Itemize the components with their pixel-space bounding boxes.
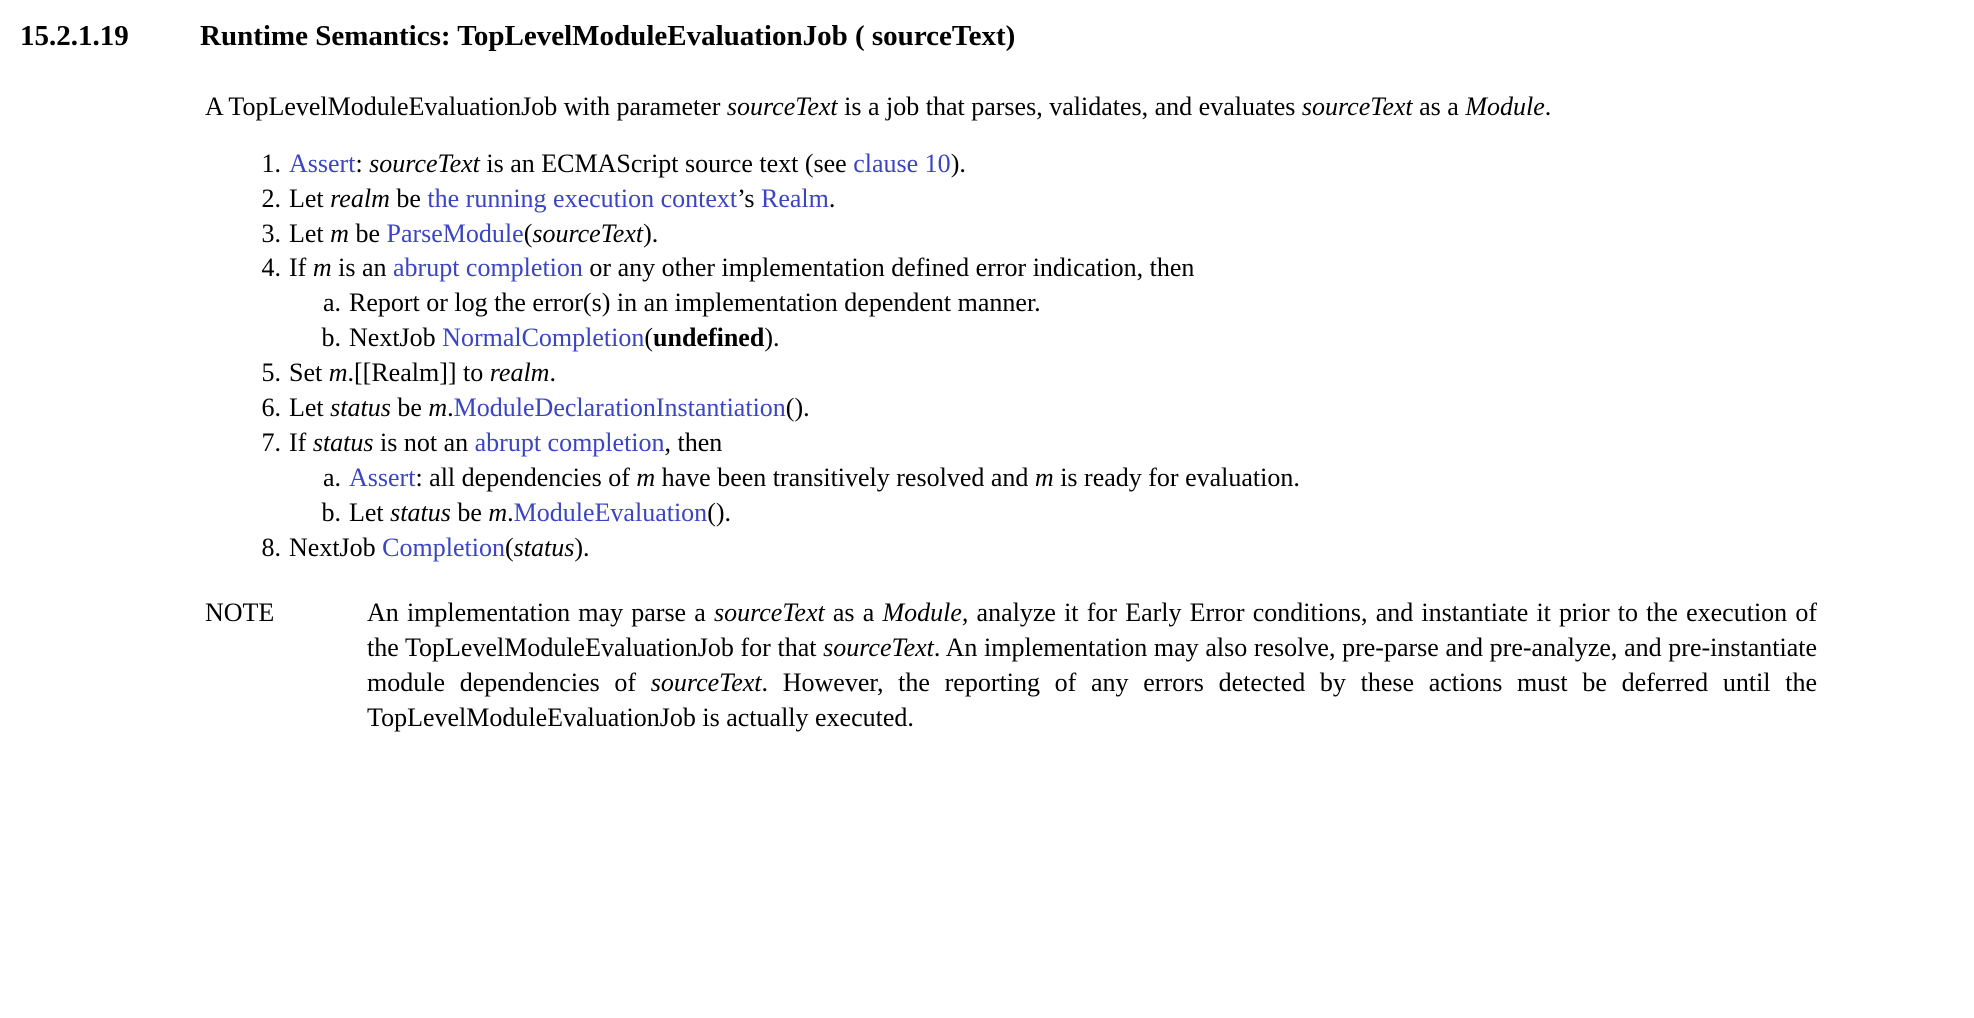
step-6-sub-0-frag-5: is ready for evaluation. (1053, 463, 1300, 493)
step-3-sub-1-frag-2: ( (644, 323, 654, 353)
step-1-frag-1: realm (330, 183, 390, 213)
step-3-sub-0-frag-0: Report or log the error(s) in an implementation dependent manner. (349, 288, 1041, 318)
note-frag-2: as a (824, 598, 883, 628)
step-marker: 7. (261, 428, 281, 458)
algorithm-steps (245, 147, 1835, 567)
step-4-frag-0: Set (289, 358, 329, 388)
substep-text (349, 288, 1041, 317)
note-frag-1: sourceText (713, 598, 825, 628)
substep-text (349, 463, 1300, 492)
step-item (245, 426, 1835, 531)
step-text (289, 219, 658, 248)
step-0-frag-1: : (355, 148, 370, 178)
step-3-frag-4: or any other implementation defined error indication, then (582, 253, 1195, 283)
section-title: Runtime Semantics: TopLevelModuleEvaluationJob ( sourceText) (200, 20, 1016, 52)
step-6-sub-0-frag-1: : all dependencies of (415, 463, 637, 493)
step-5-frag-0: Let (289, 393, 331, 423)
step-7-frag-1[interactable]: Completion (382, 533, 505, 563)
step-1-frag-6: . (828, 183, 836, 213)
intro-param-2: sourceText (1301, 92, 1413, 122)
intro-text-1: A TopLevelModuleEvaluationJob with parameter (205, 92, 727, 122)
intro-text-4: . (1544, 92, 1552, 122)
note-frag-7: sourceText (650, 668, 762, 698)
step-marker: 6. (261, 393, 281, 423)
intro-param-1: sourceText (726, 92, 838, 122)
step-0-frag-2: sourceText (369, 148, 480, 178)
section-body (205, 90, 1835, 736)
note-frag-4: analyze it for Early Error conditions, and instantiate it prior to the execution of the TopLevelModuleEvaluationJob for that (367, 598, 1817, 663)
step-0-frag-4[interactable]: clause 10 (853, 148, 951, 178)
step-item (245, 147, 1835, 182)
step-1-frag-3[interactable]: the running execution context (427, 183, 738, 213)
substep-item (289, 496, 1835, 531)
step-marker: 2. (261, 183, 281, 213)
substep-marker: b. (321, 323, 341, 353)
note-frag-0: An implementation may parse a (367, 598, 714, 628)
steps-list (245, 147, 1835, 567)
step-1-frag-4: ’s (737, 183, 761, 213)
step-7-frag-2: ( (504, 533, 514, 563)
note-frag-6: . An implementation may also resolve, pre-parse and pre-analyze, and pre-instantiate module dependencies of (367, 633, 1818, 698)
step-3-frag-2: is an (331, 253, 393, 283)
substeps-list (289, 286, 1835, 356)
step-2-frag-6: ). (643, 218, 659, 248)
step-item (245, 531, 1835, 566)
substep-marker: a. (322, 288, 341, 318)
step-text (289, 428, 722, 457)
step-2-frag-0: Let (289, 218, 331, 248)
step-item (245, 391, 1835, 426)
step-text (289, 533, 589, 562)
step-3-sub-1-frag-0: NextJob (349, 323, 443, 353)
step-6-sub-0-frag-2: m (636, 463, 656, 493)
step-7-frag-3: status (513, 533, 575, 563)
step-6-sub-1-frag-3: m (488, 498, 508, 528)
step-marker: 5. (261, 358, 281, 388)
note-label: NOTE (205, 598, 275, 628)
note-frag-3: Module, (882, 598, 969, 628)
step-6-frag-2: is not an (373, 428, 475, 458)
step-1-frag-0: Let (289, 183, 331, 213)
note-block (205, 596, 1835, 736)
step-5-frag-1: status (330, 393, 391, 423)
section-number: 15.2.1.19 (20, 20, 129, 52)
step-3-frag-3[interactable]: abrupt completion (393, 253, 583, 283)
step-item (245, 251, 1835, 356)
step-5-frag-6: (). (785, 393, 810, 423)
step-6-frag-1: status (312, 428, 374, 458)
step-item (245, 182, 1835, 217)
step-2-frag-4: ( (523, 218, 533, 248)
intro-text-2: is a job that parses, validates, and evaluates (837, 92, 1302, 122)
step-5-frag-5[interactable]: ModuleDeclarationInstantiation (453, 393, 786, 423)
step-6-sub-0-frag-0[interactable]: Assert (349, 463, 416, 493)
substep-text (349, 323, 779, 352)
step-3-frag-0: If (289, 253, 313, 283)
step-2-frag-3[interactable]: ParseModule (386, 218, 524, 248)
step-6-sub-1-frag-2: be (450, 498, 489, 528)
step-4-frag-3: realm (489, 358, 550, 388)
note-text (367, 596, 1817, 736)
step-0-frag-5: ). (950, 148, 966, 178)
step-1-frag-2: be (389, 183, 428, 213)
substep-item (289, 321, 1835, 356)
step-1-frag-5[interactable]: Realm (761, 183, 829, 213)
substep-item (289, 461, 1835, 496)
step-marker: 8. (261, 533, 281, 563)
step-6-sub-0-frag-3: have been transitively resolved and (655, 463, 1035, 493)
step-7-frag-0: NextJob (289, 533, 383, 563)
step-2-frag-5: sourceText (532, 218, 644, 248)
step-5-frag-2: be (390, 393, 429, 423)
section-heading (20, 18, 1914, 54)
step-text (289, 393, 810, 422)
step-text (289, 149, 966, 178)
step-6-frag-0: If (289, 428, 313, 458)
step-4-frag-4: . (549, 358, 556, 388)
step-6-sub-0-frag-4: m (1034, 463, 1054, 493)
step-6-sub-1-frag-1: status (390, 498, 451, 528)
step-3-frag-1: m (312, 253, 332, 283)
step-marker: 1. (261, 148, 281, 178)
step-2-frag-2: be (348, 218, 387, 248)
step-item (245, 356, 1835, 391)
step-text (289, 184, 835, 213)
step-6-sub-1-frag-4: . (507, 498, 514, 528)
step-marker: 3. (261, 218, 281, 248)
note-frag-8: . However, the reporting of any errors detected by these actions must be deferred until the TopLevelModuleEvaluationJob is actually executed. (367, 668, 1817, 733)
substep-item (289, 286, 1835, 321)
intro-text-3: as a (1412, 92, 1466, 122)
step-4-frag-2: .[[Realm]] to (347, 358, 490, 388)
step-2-frag-1: m (330, 218, 349, 248)
step-text (289, 253, 1194, 282)
substep-marker: a. (322, 463, 341, 493)
step-6-frag-3[interactable]: abrupt completion (474, 428, 665, 458)
step-7-frag-4: ). (574, 533, 590, 563)
step-6-sub-1-frag-0: Let (349, 498, 391, 528)
step-0-frag-0[interactable]: Assert (289, 148, 356, 178)
intro-module-term: Module (1465, 92, 1545, 122)
step-3-sub-1-frag-1[interactable]: NormalCompletion (442, 323, 645, 353)
step-marker: 4. (261, 253, 281, 283)
step-6-frag-4: , then (664, 428, 723, 458)
note-frag-5: sourceText (823, 633, 934, 663)
step-3-sub-1-frag-4: ). (764, 323, 780, 353)
step-4-frag-1: m (328, 358, 348, 388)
step-3-sub-1-frag-3: undefined (653, 323, 765, 353)
step-5-frag-3: m (428, 393, 448, 423)
intro-paragraph (205, 90, 1835, 124)
substep-marker: b. (321, 498, 341, 528)
step-0-frag-3: is an ECMAScript source text (see (479, 148, 854, 178)
step-text (289, 358, 556, 387)
step-5-frag-4: . (447, 393, 454, 423)
step-6-sub-1-frag-5[interactable]: ModuleEvaluation (513, 498, 708, 528)
substeps-list (289, 461, 1835, 531)
substep-text (349, 498, 731, 527)
step-item (245, 217, 1835, 252)
step-6-sub-1-frag-6: (). (707, 498, 732, 528)
